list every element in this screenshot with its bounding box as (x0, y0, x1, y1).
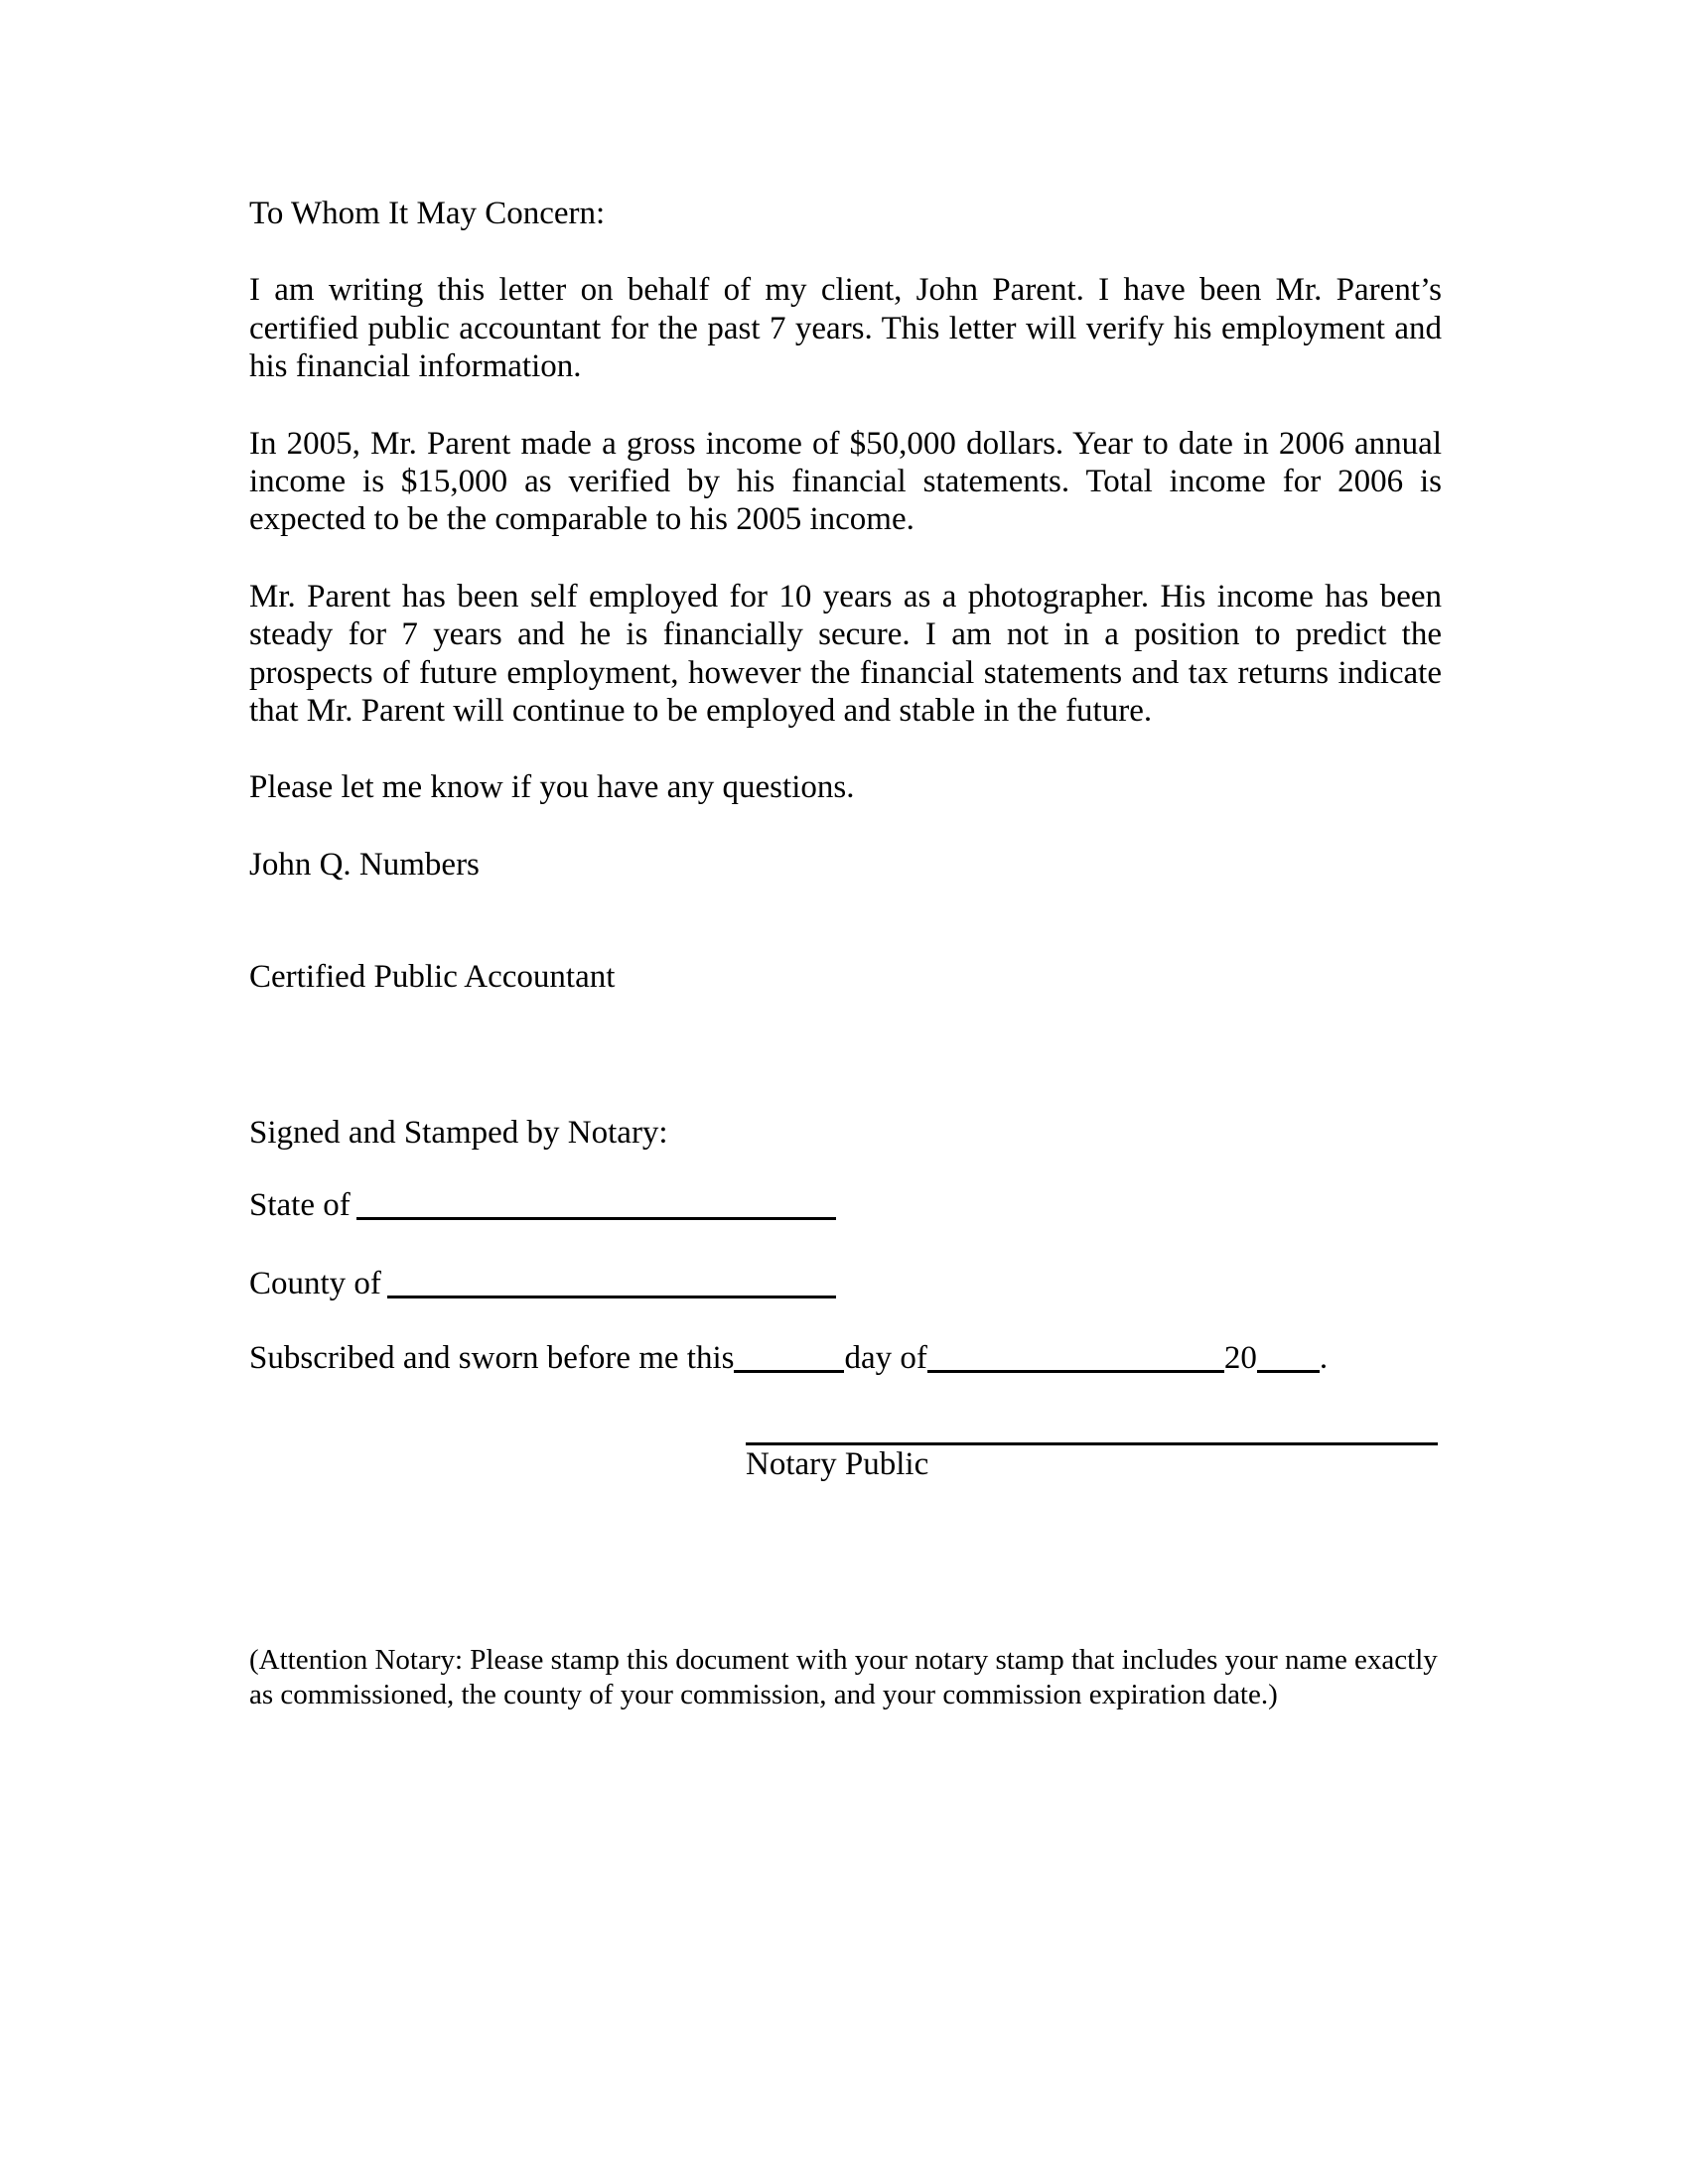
letter-salutation: To Whom It May Concern: (249, 196, 606, 231)
state-blank-line (356, 1215, 836, 1220)
year-blank-line (1257, 1368, 1320, 1373)
county-of-row (249, 1265, 1442, 1302)
signer-title: Certified Public Accountant (249, 959, 616, 996)
sworn-statement-row (249, 1339, 1442, 1377)
state-of-row (249, 1186, 1442, 1224)
notary-signature-caption: Notary Public (746, 1446, 929, 1483)
notary-heading: Signed and Stamped by Notary: (249, 1114, 668, 1151)
letter-paragraph-3: Mr. Parent has been self employed for 10 years as a photographer. His income has been steady for 7 years and he is financially secure. I am not in a position to predict the prospects of future employment, however the financial statements and tax returns indicate that Mr. Parent will continue to be employed and stable in the future. (249, 578, 1442, 730)
letter-paragraph-2: In 2005, Mr. Parent made a gross income of $50,000 dollars. Year to date in 2006 annual income is $15,000 as verified by his financial statements. Total income for 2006 is expected to be the comparable to his 2005 income. (249, 425, 1442, 538)
letter-paragraph-1: I am writing this letter on behalf of my client, John Parent. I have been Mr. Parent’s certified public accountant for the past 7 years. This letter will verify his employment and his financial information. (249, 272, 1442, 385)
county-of-label: County of (249, 1265, 381, 1301)
day-blank-line (734, 1368, 844, 1373)
state-of-label: State of (249, 1187, 351, 1224)
letter-closing: Please let me know if you have any questions. (249, 769, 855, 806)
day-of-label: day of (844, 1339, 927, 1376)
sworn-period: . (1319, 1339, 1329, 1376)
month-blank-line (927, 1368, 1224, 1373)
notary-footnote: (Attention Notary: Please stamp this document with your notary stamp that includes your name exactly as commissioned, the county of your commission, and your commission expiration date.) (249, 1643, 1438, 1710)
notary-signature-line (746, 1442, 1438, 1483)
sworn-prefix: Subscribed and sworn before me this (249, 1339, 735, 1376)
year-prefix-label: 20 (1223, 1339, 1257, 1376)
signer-name: John Q. Numbers (249, 846, 480, 883)
county-blank-line (387, 1294, 836, 1298)
